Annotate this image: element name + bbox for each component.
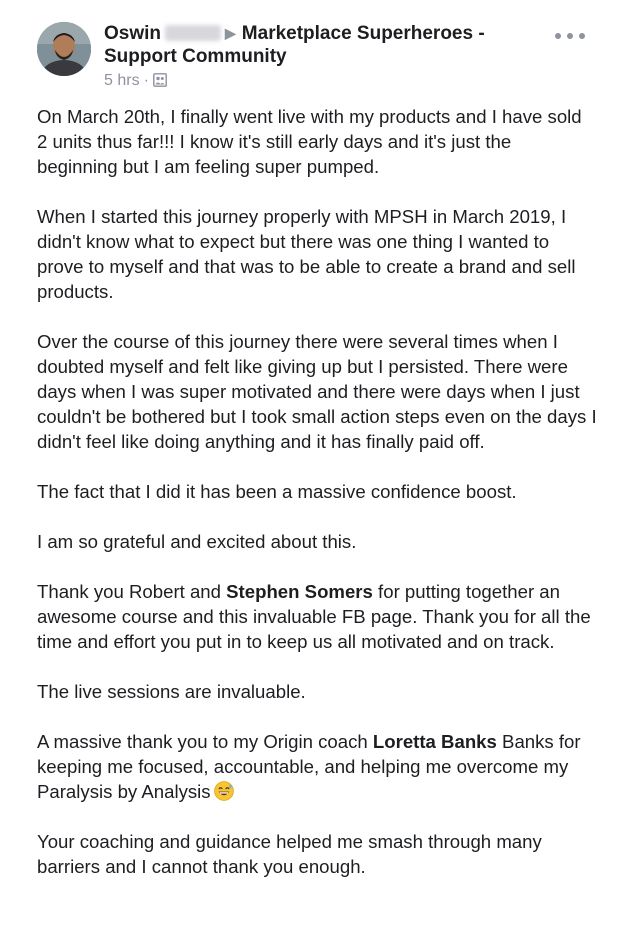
more-dot <box>579 33 585 39</box>
post-body <box>37 104 597 904</box>
post-header <box>37 22 597 92</box>
arrow-right-icon: ▶ <box>225 25 236 41</box>
post-title-line <box>104 22 544 68</box>
post-paragraph-1: On March 20th, I finally went live with my products and I have sold 2 units thus far!!! I know it's still early days and it's just the beginning but I am feeling super pumped. <box>37 106 582 177</box>
post-paragraph-7: The live sessions are invaluable. <box>37 681 306 702</box>
post-header-text <box>104 22 544 93</box>
post-timestamp[interactable]: 5 hrs <box>104 72 140 89</box>
post-paragraph-4: The fact that I did it has been a massive confidence boost. <box>37 481 517 502</box>
paragraph-text: A massive thank you to my Origin coach <box>37 731 373 752</box>
meta-separator: · <box>143 72 149 89</box>
more-dot <box>567 33 573 39</box>
avatar[interactable] <box>37 22 91 76</box>
mention-loretta-banks[interactable]: Loretta Banks <box>372 731 497 752</box>
post-paragraph-3: Over the course of this journey there were several times when I doubted myself and felt like giving up but I persisted. There were days when I was super motivated and there were days when I just couldn't be bothered but I took small action steps even on the days I didn't feel like doing anything and it has finally paid off. <box>37 331 597 452</box>
redacted-surname <box>165 25 221 41</box>
post-paragraph-2: When I started this journey properly with MPSH in March 2019, I didn't know what to expect but there was one thing I wanted to prove to myself and that was to be able to create a brand and sell products. <box>37 206 576 302</box>
paragraph-text: for putting together an awesome course and this invaluable FB page. Thank you for all the time and effort you put in to keep us all motivated and on track. <box>37 581 591 652</box>
grinning-sweat-emoji <box>214 781 234 801</box>
paragraph-text: Thank you Robert and <box>37 581 227 602</box>
more-options-icon[interactable] <box>555 26 585 46</box>
paragraph-text: Banks for keeping me focused, accountable, and helping me overcome my Paralysis by Analysis <box>37 731 581 802</box>
more-dot <box>555 33 561 39</box>
mention-stephen-somers[interactable]: Stephen Somers <box>226 581 373 602</box>
group-name-link[interactable]: Marketplace Superheroes - Support Community <box>104 23 485 67</box>
post-paragraph-8 <box>37 729 597 804</box>
author-name[interactable]: Oswin <box>104 23 162 44</box>
post-meta <box>104 71 544 93</box>
post-paragraph-9: Your coaching and guidance helped me smash through many barriers and I cannot thank you enough. <box>37 831 542 877</box>
post-paragraph-6 <box>37 579 597 654</box>
post-paragraph-5: I am so grateful and excited about this. <box>37 531 357 552</box>
group-icon <box>153 73 167 93</box>
